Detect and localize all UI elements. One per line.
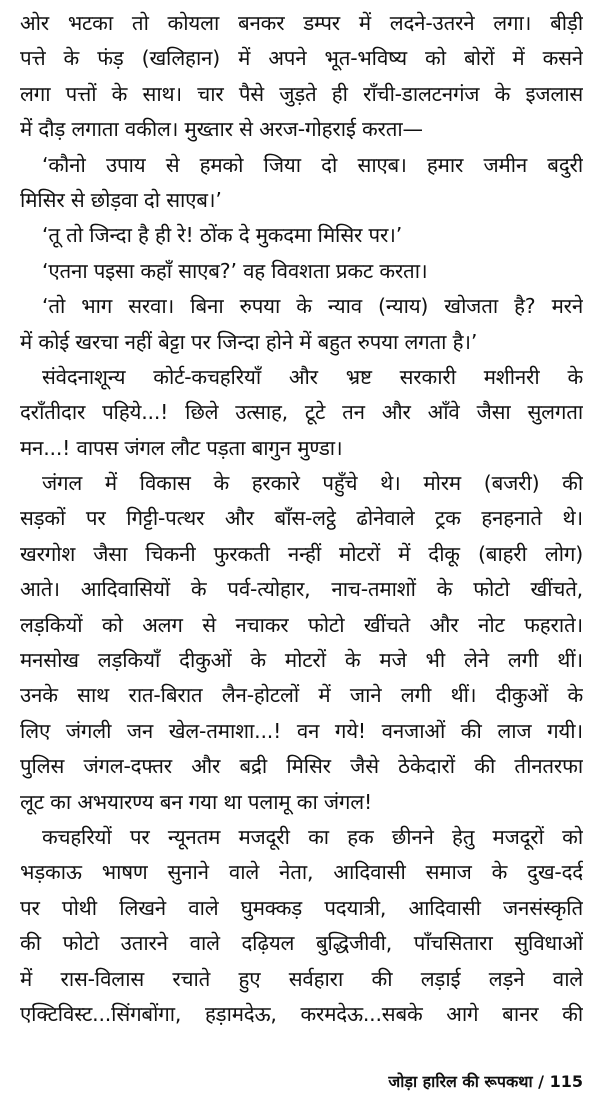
text-line: कचहरियों पर न्यूनतम मजदूरी का हक छीनने हेतु मजदूरों को — [42, 824, 583, 849]
text-line: में कोई खरचा नहीं बेट्टा पर जिन्दा होने में बहुत रुपया लगता है।’ — [20, 329, 478, 354]
page-body — [20, 6, 583, 1032]
page-footer — [388, 1070, 583, 1092]
text-line: सड़कों पर गिट्टी-पत्थर और बाँस-लट्ठे ढोनेवाले ट्रक हनहनाते थे। — [20, 506, 583, 531]
text-line: लड़कियों को अलग से नचाकर फोटो खींचते और नोट फहराते। — [20, 612, 583, 637]
text-line: पत्ते के फंड़ (खलिहान) में अपने भूत-भविष्य को बोरों में कसने — [20, 46, 583, 71]
text-line: दराँतीदार पहिये...! छिले उत्साह, टूटे तन और आँवे जैसा सुलगता — [20, 400, 583, 425]
text-line: लगा पत्तों के साथ। चार पैसे जुड़ते ही राँची-डालटनगंज के इजलास — [20, 81, 583, 106]
text-line: ओर भटका तो कोयला बनकर डम्पर में लदने-उतरने लगा। बीड़ी — [20, 11, 583, 35]
text-line: आते। आदिवासियों के पर्व-त्योहार, नाच-तमाशों के फोटो खींचते, — [20, 577, 583, 602]
text-line: ‘तो भाग सरवा। बिना रुपया के न्याव (न्याय) खोजता है? मरने — [42, 294, 583, 319]
text-line: में दौड़ लगाता वकील। मुख्तार से अरज-गोहराई करता— — [20, 117, 423, 142]
text-line: पर पोथी लिखने वाले घुमक्कड़ पदयात्री, आदिवासी जनसंस्कृति — [20, 895, 583, 920]
text-line: लिए जंगली जन खेल-तमाशा...! वन गये! वनजाओं की लाज गयी। — [20, 718, 583, 743]
text-line: लूट का अभयारण्य बन गया था पलामू का जंगल! — [20, 789, 372, 814]
book-title: जोड़ा हारिल की रूपकथा — [388, 1072, 533, 1091]
page-number: 115 — [549, 1072, 583, 1091]
text-line: ‘कौनो उपाय से हमको जिया दो साएब। हमार जमीन बदुरी — [42, 152, 583, 177]
text-line: में रास-विलास रचाते हुए सर्वहारा की लड़ाई लड़ने वाले — [20, 966, 583, 991]
text-line: भड़काऊ भाषण सुनाने वाले नेता, आदिवासी समाज के दुख-दर्द — [20, 860, 583, 885]
text-line: मन...! वापस जंगल लौट पड़ता बागुन मुण्डा। — [20, 435, 343, 460]
text-line: पुलिस जंगल-दफ्तर और बद्री मिसिर जैसे ठेकेदारों की तीनतरफा — [20, 754, 583, 779]
text-line: एक्टिविस्ट...सिंगबोंगा, हड़ामदेऊ, करमदेऊ...सबके आगे बानर की — [20, 1001, 583, 1026]
text-line: मिसिर से छोड़वा दो साएब।’ — [20, 187, 222, 212]
text-line: मनसोख लड़कियाँ दीकुओं के मोटरों के मजे भी लेने लगी थीं। — [20, 648, 583, 673]
text-line: उनके साथ रात-बिरात लैन-होटलों में जाने लगी थीं। दीकुओं के — [20, 683, 583, 708]
text-line: की फोटो उतारने वाले दढ़ियल बुद्धिजीवी, पाँचसितारा सुविधाओं — [20, 931, 583, 956]
text-line: ‘एतना पइसा कहाँ साएब?’ वह विवशता प्रकट करता। — [42, 258, 428, 283]
footer-separator: / — [532, 1072, 550, 1091]
text-line: संवेदनाशून्य कोर्ट-कचहरियाँ और भ्रष्ट सरकारी मशीनरी के — [42, 364, 583, 389]
text-line: जंगल में विकास के हरकारे पहुँचे थे। मोरम (बजरी) की — [42, 471, 583, 496]
text-line: ‘तू तो जिन्दा है ही रे! ठोंक दे मुकदमा मिसिर पर।’ — [42, 223, 403, 248]
text-line: खरगोश जैसा चिकनी फुरकती नन्हीं मोटरों में दीकू (बाहरी लोग) — [20, 541, 583, 566]
